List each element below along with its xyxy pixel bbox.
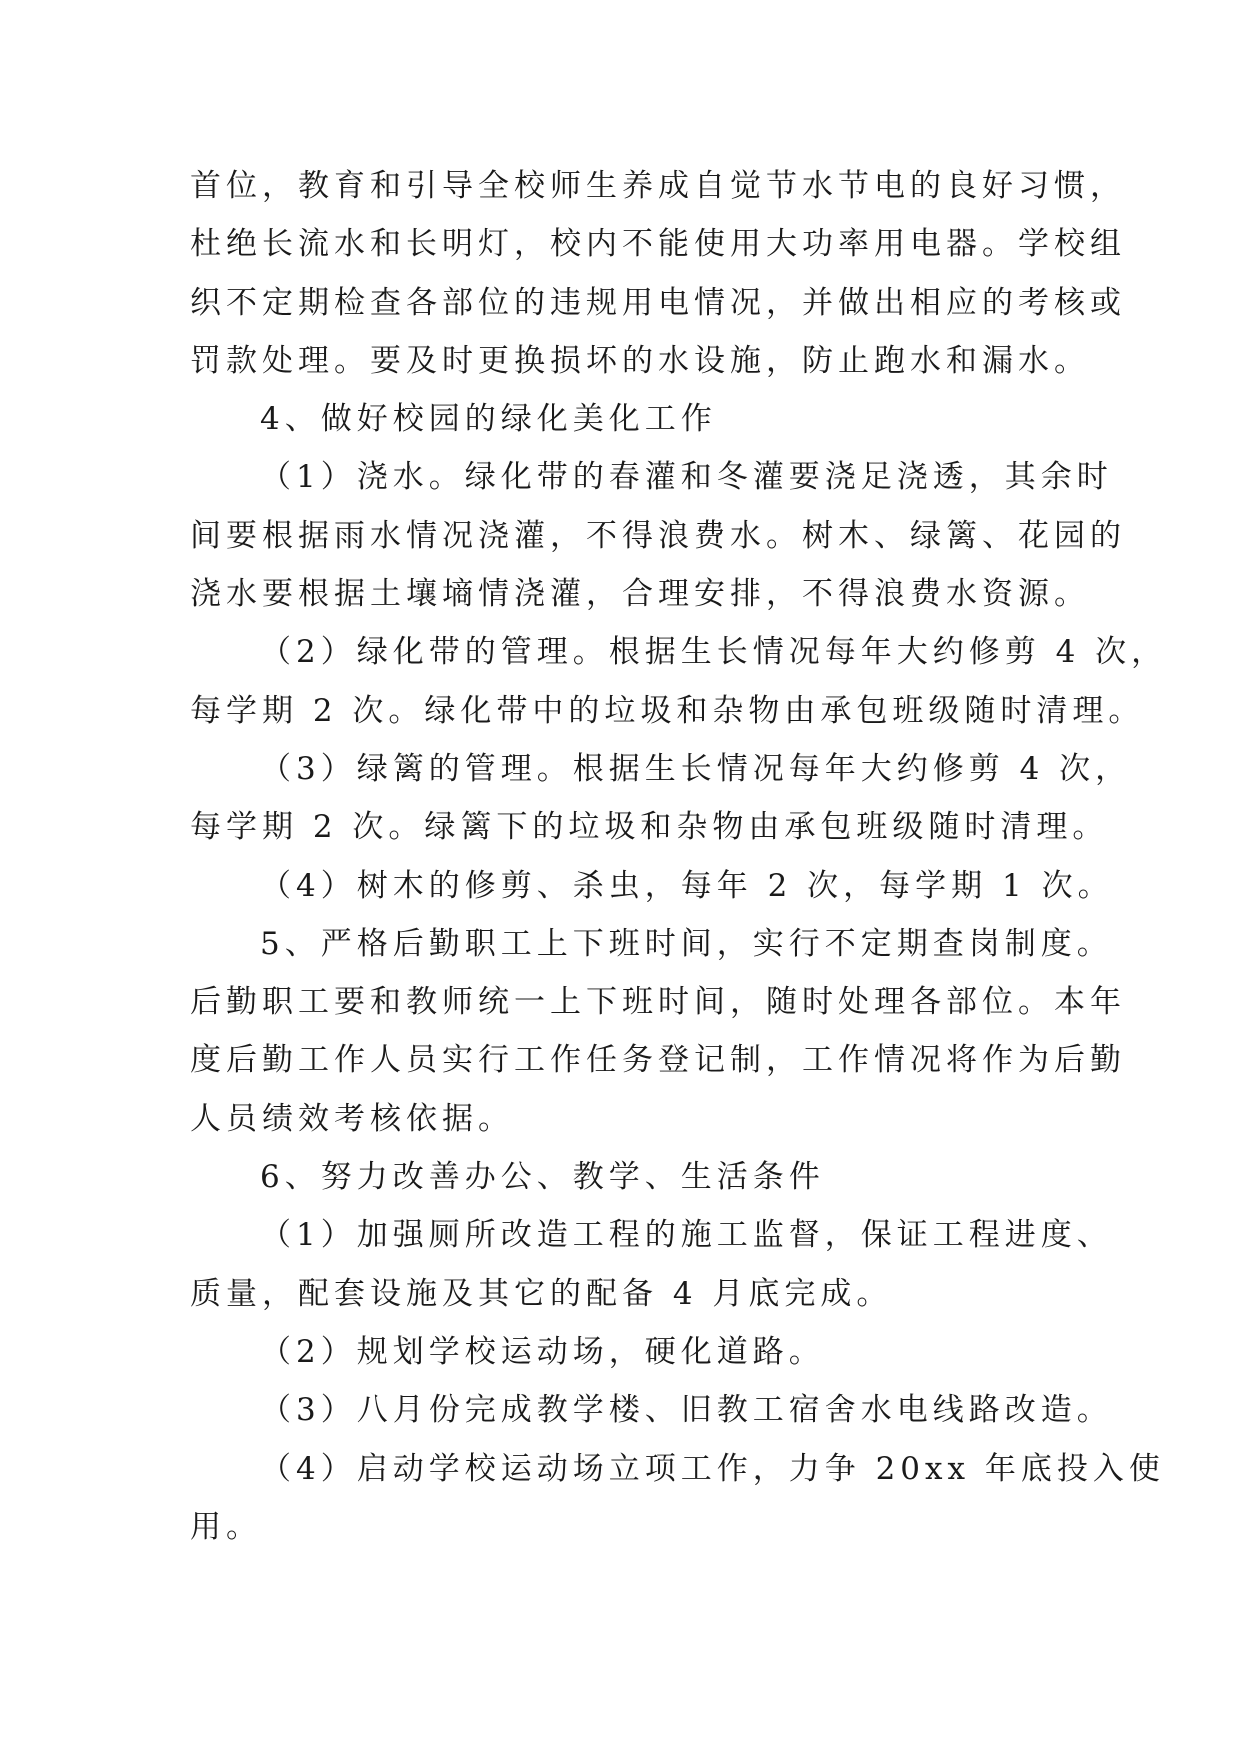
- text-line: 质量，配套设施及其它的配备 4 月底完成。: [190, 1275, 893, 1312]
- text-line: （3）绿篱的管理。根据生长情况每年大约修剪 4 次，: [260, 750, 1132, 787]
- text-line: （4）启动学校运动场立项工作，力争 20xx 年底投入使: [260, 1450, 1165, 1487]
- text-line: 浇水要根据土壤墒情浇灌，合理安排，不得浪费水资源。: [190, 576, 1090, 613]
- text-line: （2）绿化带的管理。根据生长情况每年大约修剪 4 次，: [260, 634, 1168, 671]
- text-line: 每学期 2 次。绿化带中的垃圾和杂物由承包班级随时清理。: [190, 692, 1145, 729]
- text-line: （2）规划学校运动场，硬化道路。: [260, 1333, 825, 1370]
- text-line: 织不定期检查各部位的违规用电情况，并做出相应的考核或: [190, 284, 1126, 321]
- text-line: （4）树木的修剪、杀虫，每年 2 次，每学期 1 次。: [260, 867, 1114, 904]
- text-line: 人员绩效考核依据。: [190, 1100, 514, 1137]
- text-line: （1）加强厕所改造工程的施工监督，保证工程进度、: [260, 1217, 1113, 1254]
- text-line: 罚款处理。要及时更换损坏的水设施，防止跑水和漏水。: [190, 342, 1090, 379]
- document-body: [190, 157, 1168, 1556]
- text-line: 度后勤工作人员实行工作任务登记制，工作情况将作为后勤: [190, 1042, 1126, 1079]
- text-line: （3）八月份完成教学楼、旧教工宿舍水电线路改造。: [260, 1392, 1113, 1429]
- text-line: 每学期 2 次。绿篱下的垃圾和杂物由承包班级随时清理。: [190, 809, 1109, 846]
- text-line: 间要根据雨水情况浇灌，不得浪费水。树木、绿篱、花园的: [190, 517, 1126, 554]
- text-line: 用。: [190, 1508, 262, 1545]
- text-line: 杜绝长流水和长明灯，校内不能使用大功率用电器。学校组: [190, 226, 1126, 263]
- text-line: 首位，教育和引导全校师生养成自觉节水节电的良好习惯，: [190, 168, 1126, 204]
- section-heading: 6、努力改善办公、教学、生活条件: [260, 1159, 825, 1196]
- text-line: 后勤职工要和教师统一上下班时间，随时处理各部位。本年: [190, 984, 1126, 1021]
- section-heading: 5、严格后勤职工上下班时间，实行不定期查岗制度。: [260, 925, 1113, 962]
- section-heading: 4、做好校园的绿化美化工作: [260, 401, 717, 438]
- text-line: （1）浇水。绿化带的春灌和冬灌要浇足浇透，其余时: [260, 459, 1113, 496]
